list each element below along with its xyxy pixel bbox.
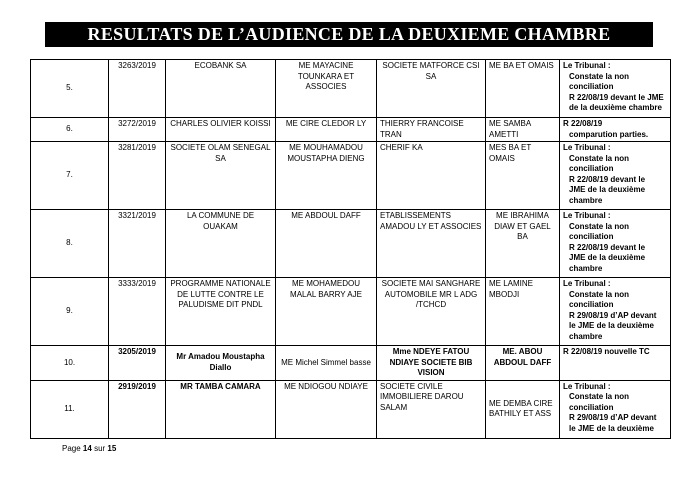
decision-line: R 22/08/19 devant le [569, 174, 646, 184]
decision-line: Le Tribunal : [563, 381, 611, 391]
decision-line: le JME de la deuxième [569, 321, 654, 330]
decision-line: R 22/08/19 devant le JME [569, 92, 664, 102]
row-number: 8. [31, 210, 109, 278]
decision-line: comparution parties. [569, 129, 649, 139]
case-reference: 2919/2019 [109, 380, 166, 438]
decision-line: Le Tribunal : [563, 61, 611, 70]
row-number: 5. [31, 60, 109, 118]
plaintiff-lawyer-cell: ME ABDOUL DAFF [276, 210, 377, 278]
decision-line: JME de la deuxième [569, 253, 646, 262]
plaintiff-lawyer-cell: ME MAYACINE TOUNKARA ET ASSOCIES [276, 60, 377, 118]
decision-line: chambre [569, 331, 603, 341]
decision-line: Le Tribunal : [563, 143, 611, 152]
decision-line: conciliation [569, 164, 614, 173]
decision-line: Constate la non [569, 221, 630, 231]
results-table [30, 59, 671, 439]
case-reference: 3333/2019 [109, 278, 166, 346]
decision-line: de la deuxième chambre [569, 103, 662, 112]
row-number: 11. [31, 380, 109, 438]
plaintiff-cell: Mr Amadou Moustapha Diallo [166, 346, 276, 381]
decision-line: R 22/08/19 [563, 119, 603, 128]
row-number: 7. [31, 142, 109, 210]
case-reference: 3263/2019 [109, 60, 166, 118]
table-row [31, 60, 671, 118]
decision-line: conciliation [569, 232, 614, 241]
defendant-cell: SOCIETE CIVILE IMMOBILIERE DAROU SALAM [377, 380, 486, 438]
decision-line: Constate la non [569, 392, 630, 401]
table-row [31, 278, 671, 346]
case-reference: 3321/2019 [109, 210, 166, 278]
plaintiff-lawyer-cell: ME Michel Simmel basse [276, 346, 377, 381]
defendant-lawyer-cell: ME SAMBA AMETTI [486, 118, 560, 142]
defendant-cell: THIERRY FRANCOISE TRAN [377, 118, 486, 142]
row-number: 10. [31, 346, 109, 381]
decision-line: conciliation [569, 82, 614, 91]
decision-line: R 22/08/19 devant le [569, 242, 646, 252]
defendant-cell: Mme NDEYE FATOU NDIAYE SOCIETE BIB VISION [377, 346, 486, 381]
decision-cell [560, 380, 671, 438]
plaintiff-cell: ECOBANK SA [166, 60, 276, 118]
defendant-lawyer-cell: ME IBRAHIMA DIAW ET GAEL BA [486, 210, 560, 278]
plaintiff-cell: PROGRAMME NATIONALE DE LUTTE CONTRE LE PALUDISME DIT PNDL [166, 278, 276, 346]
plaintiff-cell: SOCIETE OLAM SENEGAL SA [166, 142, 276, 210]
decision-line: Constate la non [569, 71, 630, 81]
plaintiff-cell: MR TAMBA CAMARA [166, 380, 276, 438]
decision-cell [560, 118, 671, 142]
decision-line: chambre [569, 195, 603, 205]
plaintiff-lawyer-cell: ME MOUHAMADOU MOUSTAPHA DIENG [276, 142, 377, 210]
defendant-lawyer-cell: ME LAMINE MBODJI [486, 278, 560, 346]
defendant-lawyer-cell: ME. ABOU ABDOUL DAFF [486, 346, 560, 381]
case-reference: 3272/2019 [109, 118, 166, 142]
decision-line: conciliation [569, 402, 614, 412]
page-title: RESULTATS DE L’AUDIENCE DE LA DEUXIEME CHAMBRE [87, 24, 611, 44]
table-row [31, 380, 671, 438]
plaintiff-lawyer-cell: ME MOHAMEDOU MALAL BARRY AJE [276, 278, 377, 346]
table-row [31, 142, 671, 210]
decision-line: conciliation [569, 300, 614, 309]
decision-line: le JME de la deuxième [569, 423, 654, 433]
case-reference: 3205/2019 [109, 346, 166, 381]
defendant-lawyer-cell: ME BA ET OMAIS [486, 60, 560, 118]
decision-line: R 29/08/19 d’AP devant [569, 413, 657, 422]
decision-line: Le Tribunal : [563, 279, 611, 288]
table-row [31, 346, 671, 381]
defendant-cell: CHERIF KA [377, 142, 486, 210]
plaintiff-lawyer-cell: ME CIRE CLEDOR LY [276, 118, 377, 142]
decision-line: R 29/08/19 d’AP devant [569, 310, 657, 320]
defendant-cell: SOCIETE MAI SANGHARE AUTOMOBILE MR L ADG /TCHCD [377, 278, 486, 346]
defendant-lawyer-cell: ME DEMBA CIRE BATHILY ET ASS [486, 380, 560, 438]
defendant-lawyer-cell: MES BA ET OMAIS [486, 142, 560, 210]
decision-cell [560, 278, 671, 346]
decision-cell [560, 210, 671, 278]
decision-line: R 22/08/19 nouvelle TC [563, 347, 650, 356]
page-footer: Page 14 sur 15 [62, 444, 117, 453]
decision-line: JME de la deuxième [569, 185, 646, 194]
row-number: 6. [31, 118, 109, 142]
row-number: 9. [31, 278, 109, 346]
case-reference: 3281/2019 [109, 142, 166, 210]
plaintiff-cell: CHARLES OLIVIER KOISSI [166, 118, 276, 142]
table-row [31, 210, 671, 278]
decision-line: Constate la non [569, 153, 630, 163]
decision-cell [560, 346, 671, 381]
title-banner [45, 22, 653, 47]
plaintiff-lawyer-cell: ME NDIOGOU NDIAYE [276, 380, 377, 438]
decision-cell [560, 60, 671, 118]
table-row [31, 118, 671, 142]
decision-line: chambre [569, 263, 603, 273]
defendant-cell: SOCIETE MATFORCE CSI SA [377, 60, 486, 118]
plaintiff-cell: LA COMMUNE DE OUAKAM [166, 210, 276, 278]
defendant-cell: ETABLISSEMENTS AMADOU LY ET ASSOCIES [377, 210, 486, 278]
decision-line: Le Tribunal : [563, 211, 611, 220]
decision-cell [560, 142, 671, 210]
decision-line: Constate la non [569, 289, 630, 299]
